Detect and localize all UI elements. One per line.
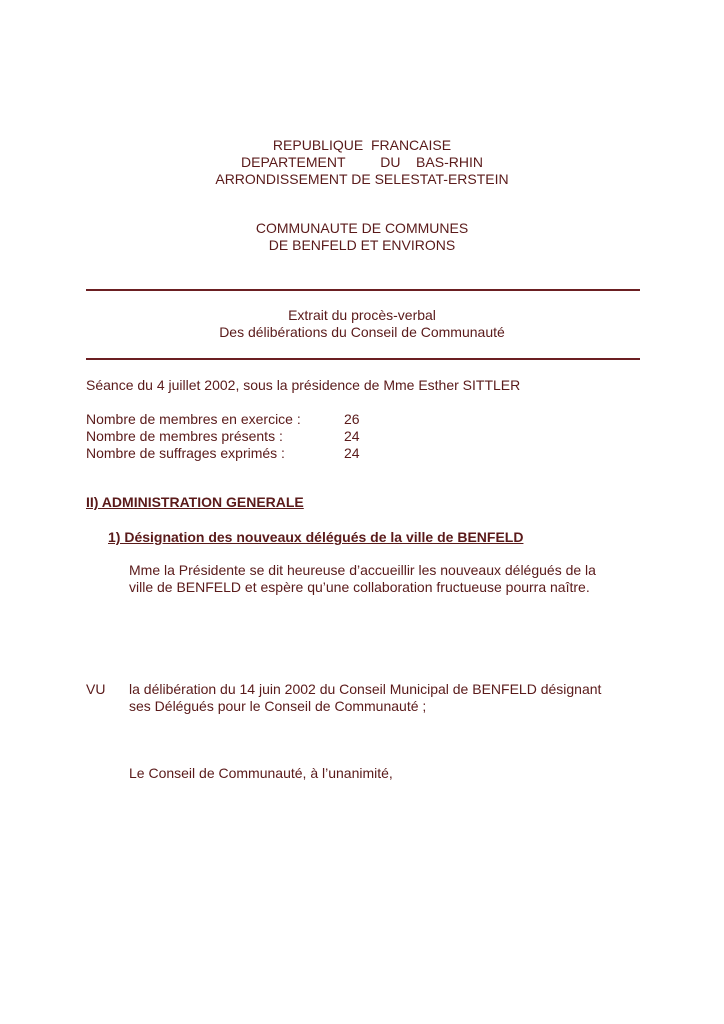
members-exercice-label: Nombre de membres en exercice :: [86, 411, 301, 427]
divider-bottom: [86, 358, 640, 360]
session-line: Séance du 4 juillet 2002, sous la présidence de Mme Esther SITTLER: [86, 377, 521, 393]
suffrages-exprimes-label: Nombre de suffrages exprimés :: [86, 445, 285, 461]
paragraph-line2: ville de BENFELD et espère qu’une collaboration fructueuse pourra naître.: [129, 579, 590, 595]
header-republique: REPUBLIQUE FRANCAISE: [272, 137, 452, 153]
divider-top: [86, 289, 640, 291]
vu-label: VU: [86, 681, 106, 697]
closing-line: Le Conseil de Communauté, à l’unanimité,: [129, 765, 393, 781]
vu-text-line1: la délibération du 14 juin 2002 du Conseil Municipal de BENFELD désignant: [129, 681, 602, 697]
community-name-line2: DE BENFELD ET ENVIRONS: [268, 237, 456, 253]
suffrages-exprimes-value: 24: [344, 445, 360, 461]
paragraph-line1: Mme la Présidente se dit heureuse d’accueillir les nouveaux délégués de la: [129, 562, 596, 578]
header-arrondissement: ARRONDISSEMENT DE SELESTAT-ERSTEIN: [215, 171, 509, 187]
subsection-title: 1) Désignation des nouveaux délégués de la ville de BENFELD: [108, 529, 524, 545]
members-exercice-value: 26: [344, 411, 360, 427]
members-presents-value: 24: [344, 428, 360, 444]
header-departement: DEPARTEMENT DU BAS-RHIN: [241, 154, 483, 170]
extract-title-line1: Extrait du procès-verbal: [288, 307, 436, 323]
vu-text-line2: ses Délégués pour le Conseil de Communauté ;: [129, 698, 427, 714]
extract-title-line2: Des délibérations du Conseil de Communauté: [219, 324, 505, 340]
members-presents-label: Nombre de membres présents :: [86, 428, 283, 444]
community-name-line1: COMMUNAUTE DE COMMUNES: [255, 220, 469, 236]
section-title: II) ADMINISTRATION GENERALE: [86, 494, 304, 510]
